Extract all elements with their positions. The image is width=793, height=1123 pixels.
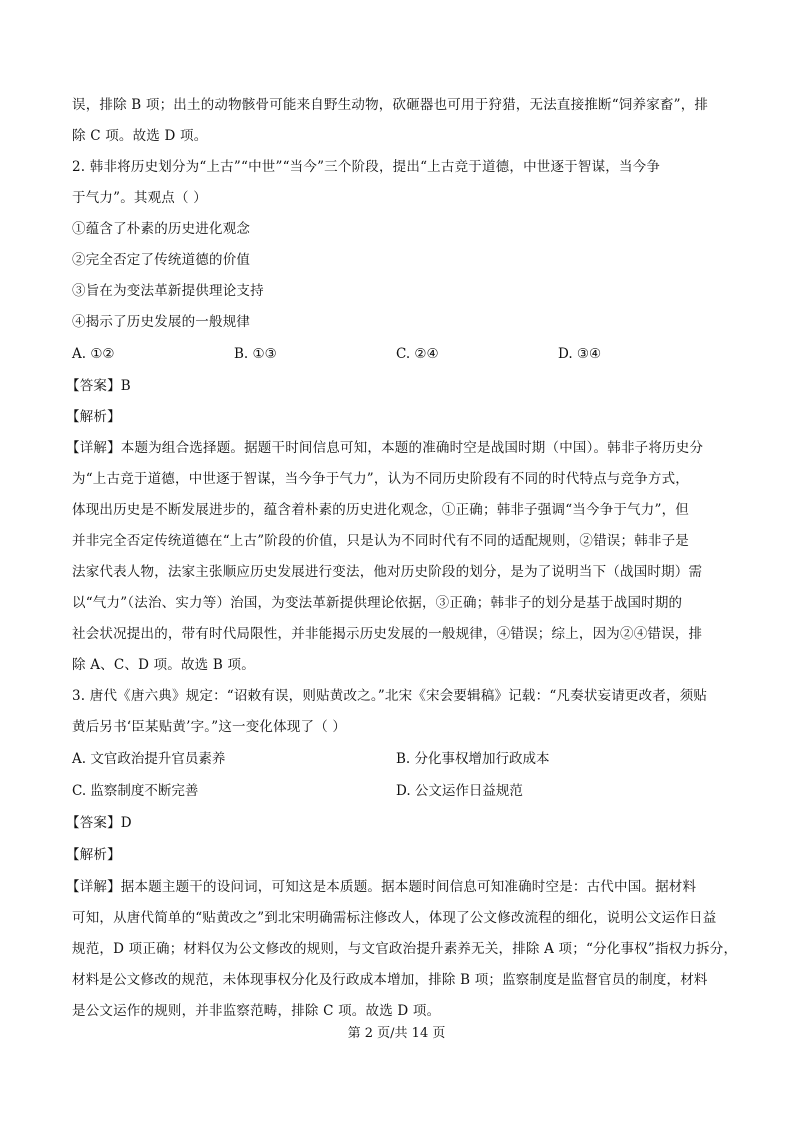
q2-detail-line-7: 社会状况提出的，带有时代局限性，并非能揭示历史发展的一般规律，④错误；综上，因为②④错误，排 xyxy=(72,626,703,642)
q2-statement-2: ②完全否定了传统道德的价值 xyxy=(72,252,251,268)
q3-detail-line-5: 是公文运作的规则，并非监察范畴，排除 C 项。故选 D 项。 xyxy=(72,1003,441,1019)
q2-statement-3: ③旨在为变法革新提供理论支持 xyxy=(72,283,264,299)
q3-detail-line-2: 可知，从唐代简单的“贴黄改之”到北宋明确需标注修改人，体现了公文修改流程的细化，说明公文运作日益 xyxy=(72,910,717,926)
q2-analysis-label: 【解析】 xyxy=(66,409,121,425)
q2-option-c: C. ②④ xyxy=(396,346,439,362)
q3-answer: 【答案】D xyxy=(66,815,132,831)
q2-option-b: B. ①③ xyxy=(234,346,277,362)
q2-detail-line-6: 以“气力”（法治、实力等）治国，为变法革新提供理论依据，③正确；韩非子的划分是基于战国时期的 xyxy=(72,595,683,611)
q2-statement-4: ④揭示了历史发展的一般规律 xyxy=(72,314,251,330)
q3-option-c: C. 监察制度不断完善 xyxy=(72,783,199,799)
q2-detail-line-5: 法家代表人物，法家主张顺应历史发展进行变法，他对历史阶段的划分，是为了说明当下（战国时期）需 xyxy=(72,564,703,580)
q2-detail-line-2: 为“上古竞于道德，中世逐于智谋，当今争于气力”，认为不同历史阶段有不同的时代特点与竞争方式， xyxy=(72,471,690,487)
q2-statement-1: ①蕴含了朴素的历史进化观念 xyxy=(72,221,251,237)
q3-detail-line-4: 材料是公文修改的规范，未体现事权分化及行政成本增加，排除 B 项；监察制度是监督官员的制度，材料 xyxy=(72,972,708,988)
intro-line-1: 误，排除 B 项；出土的动物骸骨可能来自野生动物，砍砸器也可用于狩猎，无法直接推断“饲养家畜”，排 xyxy=(72,97,709,113)
q2-option-d: D. ③④ xyxy=(558,346,602,362)
q3-detail-line-1: 【详解】据本题主题干的设问词，可知这是本质题。据本题时间信息可知准确时空是：古代中国。据材料 xyxy=(66,879,697,895)
page-footer: 第 2 页/共 14 页 xyxy=(347,1026,446,1041)
q3-detail-line-3: 规范，D 项正确；材料仅为公文修改的规则，与文官政治提升素养无关，排除 A 项；“分化事权”指权力拆分， xyxy=(72,941,738,957)
q3-option-d: D. 公文运作日益规范 xyxy=(396,783,523,799)
q3-option-b: B. 分化事权增加行政成本 xyxy=(396,751,550,767)
q2-detail-line-4: 并非完全否定传统道德在“上古”阶段的价值，只是认为不同时代有不同的适配规则，②错误；韩非子是 xyxy=(72,533,690,549)
q2-option-a: A. ①② xyxy=(72,346,115,362)
intro-line-2: 除 C 项。故选 D 项。 xyxy=(72,128,208,144)
q2-detail-line-1: 【详解】本题为组合选择题。据题干时间信息可知，本题的准确时空是战国时期（中国）。韩非子将历史分 xyxy=(66,440,704,456)
q2-detail-line-8: 除 A、C、D 项。故选 B 项。 xyxy=(72,657,255,673)
q2-stem-line-2: 于气力”。其观点（ ） xyxy=(72,190,207,206)
q3-stem-line-2: 黄后另书‘臣某贴黄’字。”这一变化体现了（ ） xyxy=(72,719,347,735)
q2-detail-line-3: 体现出历史是不断发展进步的，蕴含着朴素的历史进化观念，①正确；韩非子强调“当今争于气力”，但 xyxy=(72,502,690,518)
q2-stem-line-1: 2. 韩非将历史划分为“上古”“中世”“当今”三个阶段，提出“上古竞于道德，中世逐于智谋，当今争 xyxy=(72,159,661,175)
q3-stem-line-1: 3. 唐代《唐六典》规定：“诏敕有误，则贴黄改之。”北宋《宋会要辑稿》记载：“凡奏状妄请更改者，须贴 xyxy=(72,688,708,704)
q2-answer: 【答案】B xyxy=(66,378,131,394)
q3-analysis-label: 【解析】 xyxy=(66,847,121,863)
q3-option-a: A. 文官政治提升官员素养 xyxy=(72,751,226,767)
